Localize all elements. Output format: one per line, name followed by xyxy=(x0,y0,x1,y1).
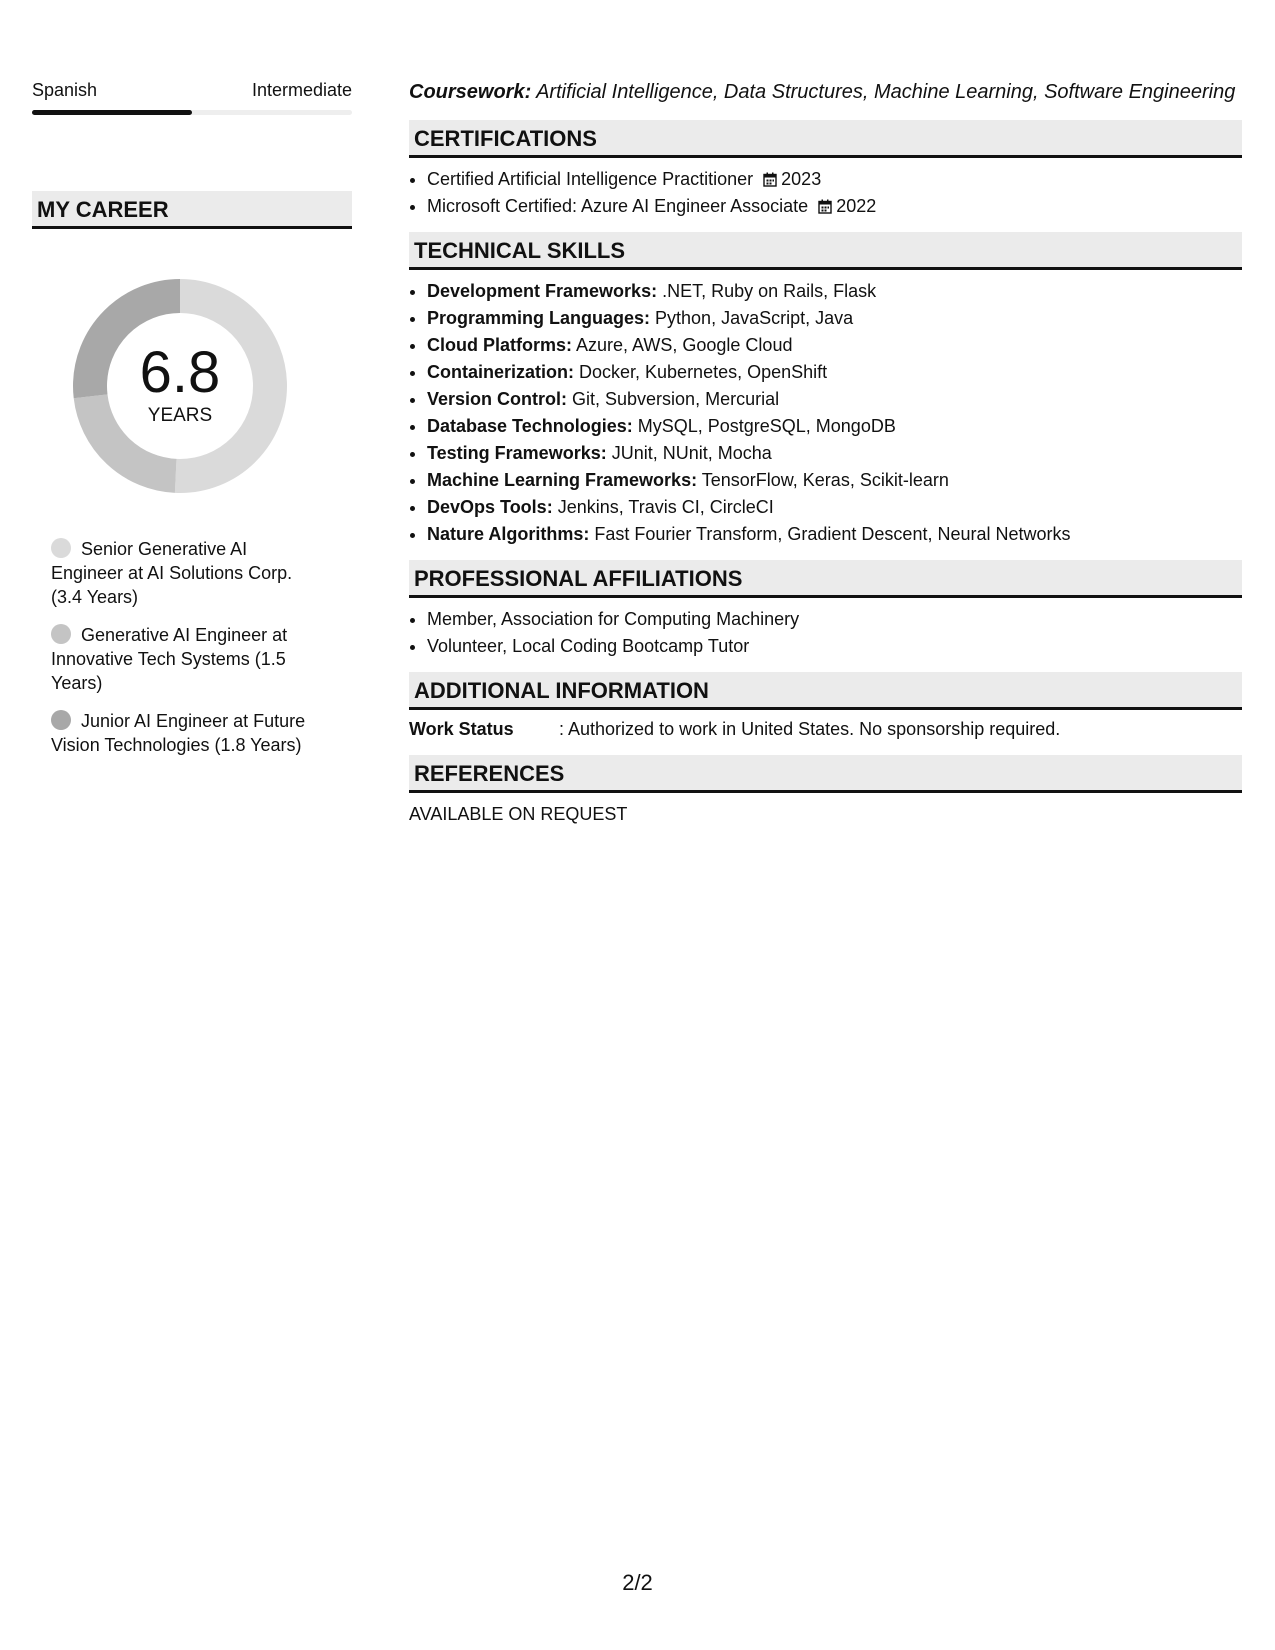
skill-value: MySQL, PostgreSQL, MongoDB xyxy=(632,416,896,436)
skill-label: Cloud Platforms: xyxy=(427,335,573,355)
affiliation-item: • Volunteer, Local Coding Bootcamp Tutor xyxy=(427,633,1242,660)
calendar-icon xyxy=(763,172,777,187)
career-role-label: Generative AI Engineer at Innovative Tech Systems (1.5 Years) xyxy=(51,625,288,693)
additional-info-heading: ADDITIONAL INFORMATION xyxy=(409,672,1242,710)
skill-label: Development Frameworks: xyxy=(427,281,658,301)
donut-center xyxy=(65,271,295,501)
skill-item xyxy=(427,386,1242,413)
affiliations-list xyxy=(409,606,1242,660)
technical-skills-heading: TECHNICAL SKILLS xyxy=(409,232,1242,270)
skill-item xyxy=(427,413,1242,440)
skill-label: Programming Languages: xyxy=(427,308,651,328)
work-status-value: : Authorized to work in United States. No sponsorship required. xyxy=(559,719,1061,739)
references-heading: REFERENCES xyxy=(409,755,1242,793)
legend-dot-icon xyxy=(51,710,71,730)
skill-value: Git, Subversion, Mercurial xyxy=(567,389,780,409)
skill-item xyxy=(427,521,1242,548)
skill-item xyxy=(427,278,1242,305)
certification-year: 2022 xyxy=(836,196,877,216)
skill-label: Testing Frameworks: xyxy=(427,443,607,463)
language-row xyxy=(32,78,352,102)
technical-skills-list xyxy=(409,278,1242,548)
affiliations-heading: PROFESSIONAL AFFILIATIONS xyxy=(409,560,1242,598)
references-section xyxy=(409,755,1242,828)
certification-name: Certified Artificial Intelligence Practitioner xyxy=(427,169,754,189)
career-legend-item xyxy=(51,709,321,757)
career-donut-chart xyxy=(65,271,295,501)
career-legend-item xyxy=(51,537,321,609)
legend-dot-icon xyxy=(51,624,71,644)
career-legend xyxy=(51,537,321,757)
skill-label: Database Technologies: xyxy=(427,416,633,436)
work-status-label: Work Status xyxy=(409,719,514,739)
affiliations-section xyxy=(409,560,1242,660)
certification-item xyxy=(427,166,1242,193)
coursework-text: Artificial Intelligence, Data Structures, Machine Learning, Software Engineering xyxy=(531,81,1236,103)
certifications-list xyxy=(409,166,1242,220)
certification-item xyxy=(427,193,1242,220)
language-name: Spanish xyxy=(32,80,98,100)
skill-label: DevOps Tools: xyxy=(427,497,553,517)
skill-value: Docker, Kubernetes, OpenShift xyxy=(574,362,828,382)
main-content xyxy=(409,78,1242,828)
technical-skills-section xyxy=(409,232,1242,548)
calendar-icon xyxy=(818,199,832,214)
certification-name: Microsoft Certified: Azure AI Engineer Associate xyxy=(427,196,809,216)
career-total-years: 6.8 xyxy=(139,340,221,405)
references-text: AVAILABLE ON REQUEST xyxy=(409,804,628,824)
certification-year: 2023 xyxy=(781,169,822,189)
legend-dot-icon xyxy=(51,538,71,558)
skill-label: Nature Algorithms: xyxy=(427,524,590,544)
work-status-row xyxy=(409,716,1242,743)
certifications-section xyxy=(409,120,1242,220)
skill-item xyxy=(427,467,1242,494)
career-total-unit: YEARS xyxy=(147,405,213,426)
career-role-label: Junior AI Engineer at Future Vision Technologies (1.8 Years) xyxy=(51,711,306,755)
sidebar xyxy=(32,78,352,771)
affiliation-item: • Member, Association for Computing Machinery xyxy=(427,606,1242,633)
skill-value: Python, JavaScript, Java xyxy=(650,308,854,328)
skill-label: Containerization: xyxy=(427,362,574,382)
skill-item xyxy=(427,359,1242,386)
skill-item xyxy=(427,494,1242,521)
skill-item xyxy=(427,440,1242,467)
skill-value: TensorFlow, Keras, Scikit-learn xyxy=(697,470,949,490)
coursework-label: Coursework: xyxy=(409,81,532,103)
language-proficiency-bar xyxy=(32,110,352,115)
skill-item xyxy=(427,305,1242,332)
page-number: 2/2 xyxy=(622,1570,653,1595)
additional-info-section xyxy=(409,672,1242,743)
career-heading: MY CAREER xyxy=(32,191,352,229)
language-level: Intermediate xyxy=(251,80,352,100)
career-legend-item xyxy=(51,623,321,695)
coursework-line xyxy=(409,78,1242,106)
skill-value: Jenkins, Travis CI, CircleCI xyxy=(552,497,774,517)
skill-value: JUnit, NUnit, Mocha xyxy=(606,443,772,463)
skill-item xyxy=(427,332,1242,359)
skill-label: Machine Learning Frameworks: xyxy=(427,470,698,490)
skill-value: Azure, AWS, Google Cloud xyxy=(572,335,793,355)
skill-label: Version Control: xyxy=(427,389,568,409)
language-proficiency-fill xyxy=(32,110,192,115)
skill-value: .NET, Ruby on Rails, Flask xyxy=(657,281,877,301)
career-role-label: Senior Generative AI Engineer at AI Solutions Corp. (3.4 Years) xyxy=(51,539,293,607)
skill-value: Fast Fourier Transform, Gradient Descent, Neural Networks xyxy=(589,524,1071,544)
certifications-heading: CERTIFICATIONS xyxy=(409,120,1242,158)
